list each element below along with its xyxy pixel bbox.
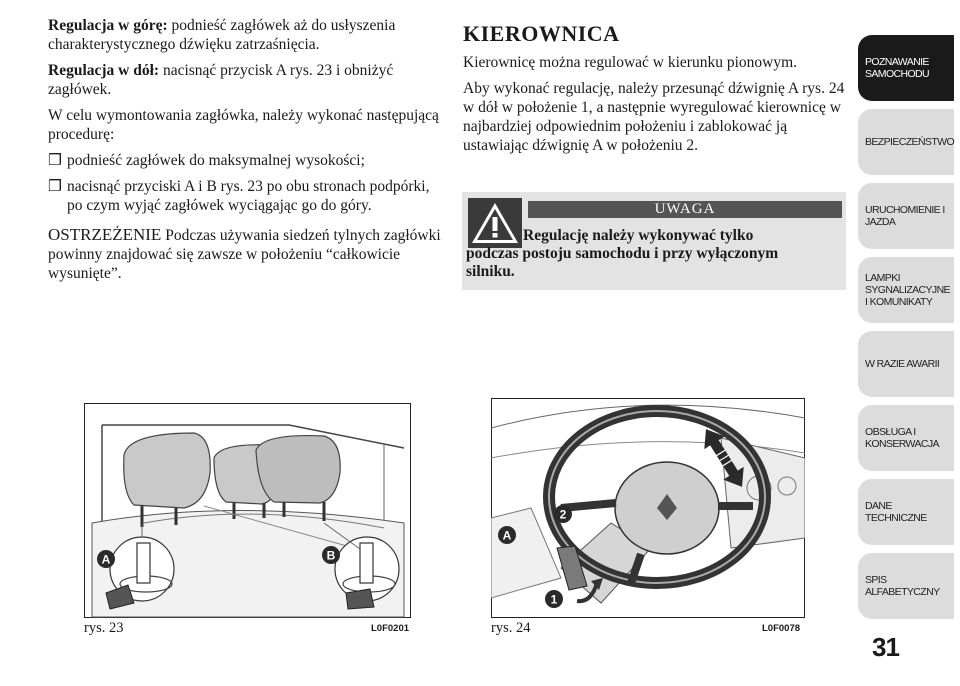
figure-code-23: L0F0201: [371, 623, 410, 634]
label-1: 1: [550, 592, 558, 607]
checkbox-bullet-icon: ❒: [48, 178, 62, 195]
figure-code-24: L0F0078: [762, 623, 801, 634]
chapter-tab-label: DANE TECHNICZNE: [865, 500, 927, 524]
term-adjust-up: Regulacja w górę:: [48, 17, 168, 34]
chapter-tab-spis[interactable]: [858, 553, 954, 619]
label-a: A: [101, 552, 111, 567]
bullet-text: podnieść zagłówek do maksymalnej wysokości;: [67, 152, 365, 169]
chapter-tab-dane[interactable]: [858, 479, 954, 545]
figure-headrest: [84, 403, 411, 618]
chapter-tab-label: URUCHOMIENIE I JAZDA: [865, 204, 945, 228]
paragraph-steering-procedure: Aby wykonać regulację, należy przesunąć dźwignię A rys. 24 w dół w położenie 1, a następnie wyregulować kierownicę w najbardziej odpowiednim położeniu i zablokować ją ustawiając dźwignię A w położeniu 2.: [463, 80, 845, 154]
right-column: [463, 16, 848, 162]
chapter-tab-label: POZNAWANIE SAMOCHODU: [865, 56, 930, 80]
label-a: A: [502, 528, 512, 543]
caption-fig-24: rys. 24: [491, 620, 531, 636]
warning-note: [48, 225, 443, 283]
chapter-tab-label: SPIS ALFABETYCZNY: [865, 574, 940, 598]
text-adjust-up: podnieść zagłówek aż do usłyszenia charakterystycznego dźwięku zatrzaśnięcia.: [48, 17, 396, 53]
chapter-tab-lampki[interactable]: [858, 257, 954, 323]
note-label: OSTRZEŻENIE: [48, 225, 162, 244]
bullet-text: nacisnąć przyciski A i B rys. 23 po obu stronach podpórki, po czym wyjąć zagłówek wyciągając go do góry.: [67, 178, 430, 214]
chapter-tab-poznawanie[interactable]: [858, 35, 954, 101]
section-heading: KIEROWNICA: [463, 21, 620, 46]
chapter-tab-bezpieczenstwo[interactable]: [858, 109, 954, 175]
page-number: 31: [872, 632, 899, 662]
warning-title: UWAGA: [528, 201, 842, 218]
chapter-tab-obsluga[interactable]: [858, 405, 954, 471]
chapter-tab-label: OBSŁUGA I KONSERWACJA: [865, 426, 939, 450]
chapter-tab-label: BEZPIECZEŃSTWO: [865, 136, 955, 148]
chapter-tab-label: W RAZIE AWARII: [865, 358, 940, 370]
paragraph-adjust-up: [48, 16, 443, 54]
chapter-tab-awaria[interactable]: [858, 331, 954, 397]
label-2: 2: [559, 507, 567, 522]
chapter-tab-uruchomienie[interactable]: [858, 183, 954, 249]
paragraph-adjust-down: [48, 61, 443, 99]
figure-steering-wheel: [491, 398, 805, 618]
paragraph-steering-intro: Kierownicę można regulować w kierunku pionowym.: [463, 54, 798, 71]
chapter-sidenav: [858, 0, 960, 640]
paragraph-removal: W celu wymontowania zagłówka, należy wykonać następującą procedurę:: [48, 107, 439, 143]
label-b: B: [326, 548, 336, 563]
warning-text: Regulację należy wykonywać tylko podczas postoju samochodu i przy wyłączonym silniku.: [466, 227, 779, 280]
caption-fig-23: rys. 23: [84, 620, 124, 636]
warning-box: [462, 192, 846, 290]
term-adjust-down: Regulacja w dół:: [48, 62, 160, 79]
checkbox-bullet-icon: ❒: [48, 152, 62, 169]
bullet-item: [48, 151, 443, 170]
note-text: Podczas używania siedzeń tylnych zagłówki powinny znajdować się zawsze w położeniu “całkowicie wysunięte”.: [48, 227, 441, 282]
bullet-item: [48, 177, 443, 215]
text-adjust-down: nacisnąć przycisk A rys. 23 i obniżyć zagłówek.: [48, 62, 394, 98]
left-column: [48, 16, 443, 290]
chapter-tab-label: LAMPKI SYGNALIZACYJNE I KOMUNIKATY: [865, 272, 950, 308]
